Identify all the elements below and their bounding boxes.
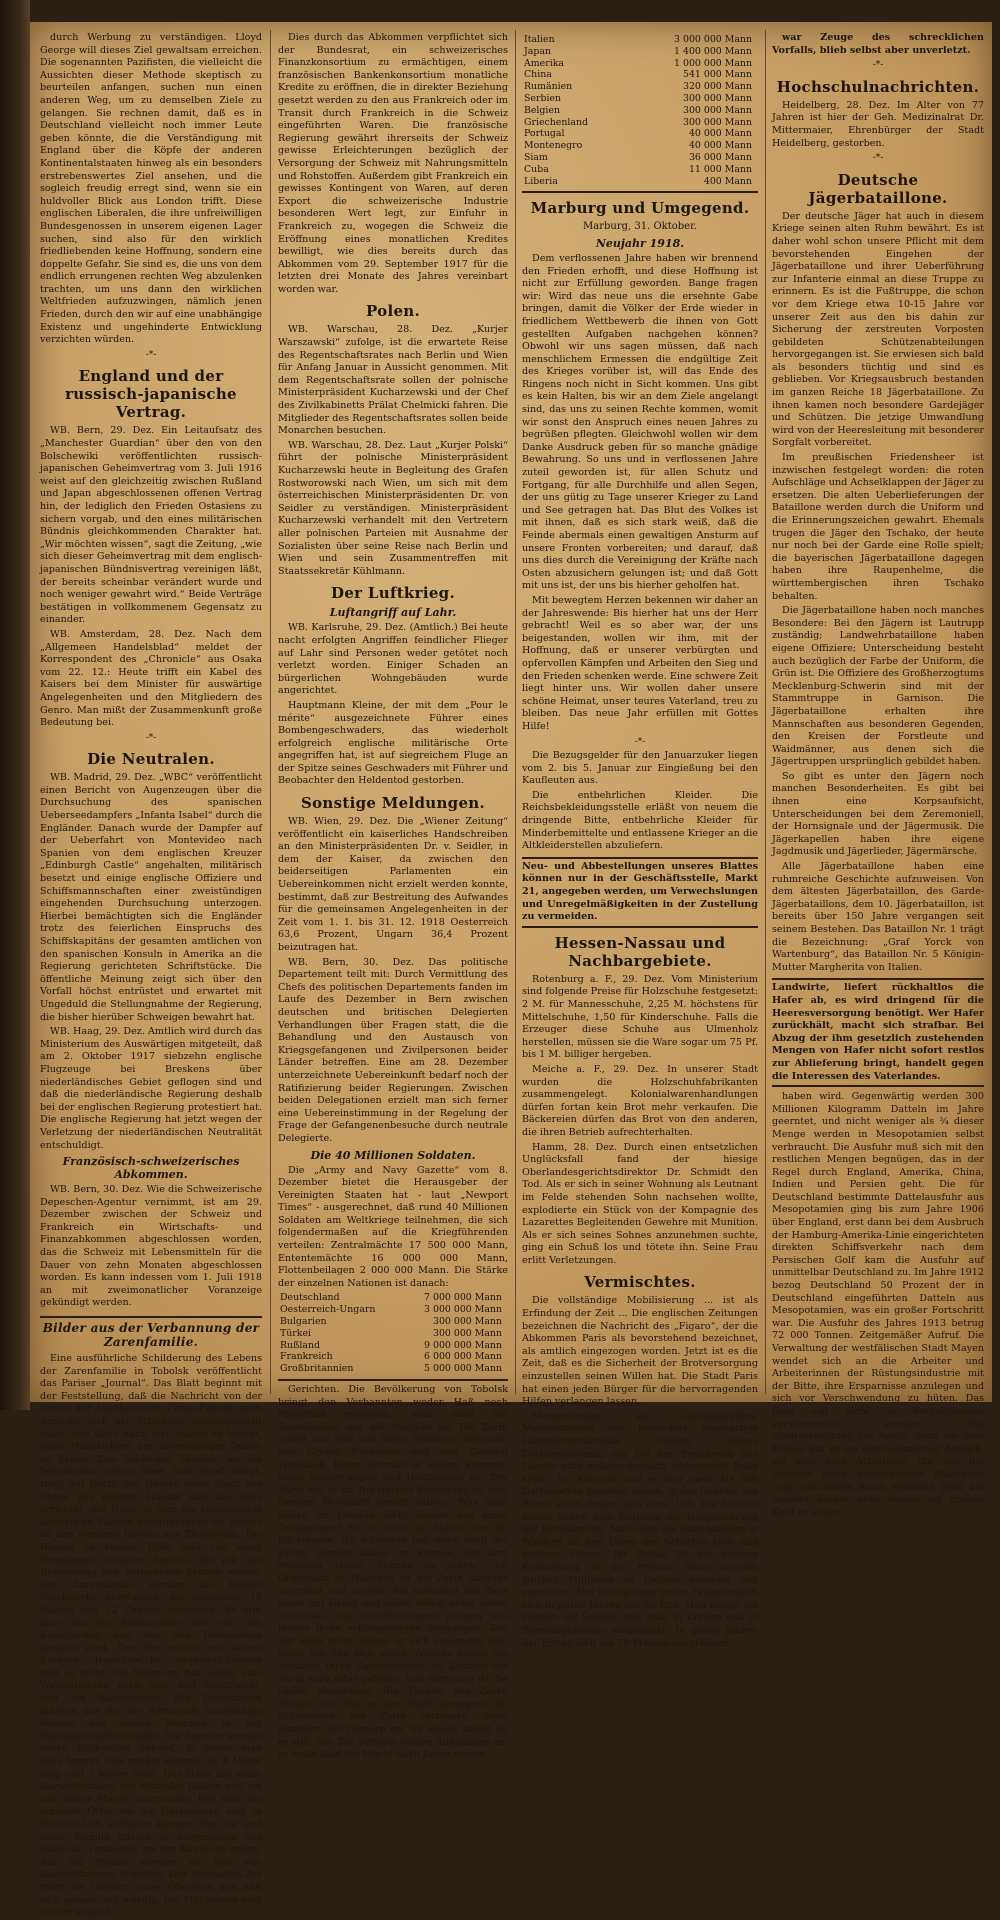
article-paragraph: Gerichten. Die Bevölkerung von Tobolsk bringt den Verbannten weder Haß noch Mitgefühl entgegen, man sieht die Zarenfamilie nur mit Neugier an. Die Zarin erhält nur fünf von ihren früheren Getreuen, den Grafen Frederiks und den General Woyeikoff. Ihnen vertraut er seinen Kummer, seine Erinnerungen und Hoffnungen an. Der Zarin soll er im Ton tiefster Entsagung zu dem General Woyeikoff gesagt haben: „Was mein Leben im Grunde nicht immer das eines Gefangenen? Es ist nicht die Macht, um die ich trauere. Ich wünschte nur, mich noch der Krone geträgt haben zu können, um dort zwischen vielen Blumen zu leben.“ Im Gegensatz zu Nikolaus ist die Zarin überaus vergrämt und nervös. Sie verbringt die Tage meist mit Gebet und leidet heftig unter ihrem Schicksal. Die Großfürstinnen pflegen wie immer ihren schöngeistigen Neigungen. Der Zar weiß nicht, wohin er sich zuwenden soll, wenn der Tag sich endet. Abends halten die Soldaten ihren Zapfenstreich. Im Zimmer der Zarin wird Bibel gelesen. Ihre Vertraute ist die Gräfin Narischkin. Die Töchter des Zaren dürfen sich frei in der Stadt bewegen; die Schwestern der Zarin vertrauen ihren Kummer den Dienern an. Im Hause selbst ist es still. Der Zar vertraut seinen Adjutanten an, er wolle bald die Flucht nach Japan wagen. xyxy=(278,1384,508,1761)
article-paragraph: Meiche a. F., 29. Dez. In unserer Stadt wurden die Holzschuhfabrikanten zusammengelegt. Kolonialwarenhandlungen dürfen fortan kein Brot mehr verkaufen. Die Bäckereien dürfen das Brot von den anderen, die ihren Betrieb aufrechterhalten. xyxy=(522,1063,758,1138)
section-divider xyxy=(522,191,758,193)
separator-star: -*- xyxy=(145,732,157,743)
table-cell: Belgien xyxy=(524,104,561,116)
article-paragraph: Die „Army and Navy Gazette“ vom 8. Dezember bietet die Herausgeber der Vereinigten Staaten hat - laut „Newport Times“ - ausgerechnet, daß rund 40 Millionen Soldaten am Weltkriege teilnehmen, die sich folgendermaßen auf die Kriegführenden verteilen: Zentralmächte 17 500 000 Mann, Ententemächte 16 000 000 Mann, Flottenbeilagen 2 000 000 Mann. Die Stärke der einzelnen Nationen ist danach: xyxy=(278,1164,508,1289)
table-cell: 541 000 Mann xyxy=(682,69,752,81)
table-cell: 1 400 000 Mann xyxy=(674,45,752,57)
table-row xyxy=(278,1363,508,1375)
heading-meldungen: Sonstige Meldungen. xyxy=(300,794,486,813)
intro-text: Dies durch das Abkommen verpflichtet sich der Bundesrat, ein schweizerisches Finanzkonsortium zu ermächtigen, einem französischen Bankenkonsortium monatliche Kredite zu eröffnen, die in direkter Beziehung gesetzt werden zu den aus Frankreich oder im Transit durch Frankreich in die Schweiz eingeführten Waren. Die französische Regierung gewährt ihrerseits der Schweiz gewisse Erleichterungen bezüglich der Versorgung der Schweiz mit Nahrungsmitteln und Rohstoffen. Außerdem gibt Frankreich ein gewisses Kontingent von Waren, auf deren Export die schweizerische Industrie besonderen Wert legt, zur Einfuhr in Frankreich zu, wogegen die Schweiz die Eröffnung eines monatlichen Kredites bewilligt, wie dies bereits durch das Abkommen vom 29. September 1917 für die letzten drei Monate des Jahres vereinbart worden war. xyxy=(278,32,508,295)
table-cell: Cuba xyxy=(524,163,549,175)
table-cell: 40 000 Mann xyxy=(688,140,752,152)
article-paragraph: Mesopotamien als Dattelparadies. Mesopotamien hat besonders eigenartige Handelsverhältnisse infolge seines Dattelreichtums, der bei der Ernährung des Landes eine außerordentlich bedeutende Rolle spielt. Im Altertum soll es hier mehr als 300 Dattelsorten gegeben haben, in der Gegend von Basra allein finden sich etwa 150. Die Datteln bilden neben dem Getreide die Hauptnahrung der Bevölkerung. Man sieht die Dattelpalmen in Wäldern an den Ufern des Schatt-el-Arab und anderer Flüsse. Ihr Anbau ist ein eigener Kunstzweig, in der Provinz Basra werden jährlich Millionen an Datteln geerntet und exportiert. Der Ertrag einer jeden Palme beläuft sich in guten Jahren auf 50 Kilo. Man bringt die Datteln auf Schiffe, und zwar in Körben und in Bambusgeflechte eingepackt. In guten Jahren der Ertrag sich um 50 Prozent vergrößern. xyxy=(522,1410,758,1649)
table-cell: 400 Mann xyxy=(703,175,752,187)
column-rule xyxy=(765,30,766,1394)
article-paragraph: Der deutsche Jäger hat auch in diesem Kriege seinen alten Ruhm bewährt. Es ist daher wohl schon unsere Pflicht mit dem bevorstehenden Eingehen der Jägerbataillone und ihrer Ueberführung zur Infanterie einmal an diese Truppe zu erinnern. Es ist die Fußtruppe, die schon vor dem Kriege etwa 10-15 Jahre vor unserer Zeit aus den bis dahin zur Sicherung der zerstreuten Vorposten gebildeten Schützenabteilungen hervorgegangen ist. Sie erwiesen sich bald als besonders tüchtig und sind es geblieben. Vor Kriegsausbruch bestanden im ganzen Reiche 18 Jägerbataillone. Zu ihnen kamen noch besondere Gardejäger und Schützen. Die jetzige Umwandlung wird von der Heeresleitung mit besonderer Sorgfalt vorbereitet. xyxy=(772,210,984,449)
book-binding xyxy=(0,0,30,1410)
table-cell: 3 000 000 Mann xyxy=(424,1304,502,1316)
table-cell: 300 000 Mann xyxy=(682,116,752,128)
article-paragraph: WB. Bern, 29. Dez. Ein Leitaufsatz des „Manchester Guardian“ über den von den Bolschewiki veröffentlichten russisch-japanischen Geheimvertrag vom 3. Juli 1916 weist auf den gleichzeitig zwischen Rußland und Japan abgeschlossenen offenen Vertrag hin, der lediglich den Frieden Ostasiens zu sichern vorgab, und den eines militärischen Bündnis gleichkommenden Charakter hat. „Wir möchten wissen“, sagt die Zeitung, „wie sich dieser Geheimvertrag mit dem englisch-japanischen Bündnisvertrag vereinigen läßt, der bereits scheinbar verändert wurde und noch weniger gewahrt wird.“ Beide Verträge bestätigen in vollkommenem Gegensatz zu einander. xyxy=(40,425,262,626)
heading-england: England und der russisch-japanische Vertrag. xyxy=(65,367,237,422)
table-row xyxy=(522,152,758,164)
article-paragraph: Mit bewegtem Herzen bekennen wir daher an der Jahreswende: Bis hierher hat uns der Herr gebracht! Weil es so aber war, der uns beigestanden, wollen wir ihm, mit der Hoffnung, daß er unserer verbürgten und opfervollen Kämpfen und Arbeiten den Sieg und den Frieden schenken werde. Eine schwere Zeit liegt hinter uns. Wir wollen daher unsere schöne Heimat, unser teures Vaterland, treu zu bleiben. Das neue Jahr erfüllen mit Gottes Hilfe! xyxy=(522,594,758,732)
table-row xyxy=(522,176,758,188)
article-paragraph: WB. Haag, 29. Dez. Amtlich wird durch das Ministerium des Auswärtigen mitgeteilt, daß am 2. Oktober 1917 siebzehn englische Flugzeuge bei Breskens über niederländisches Gebiet geflogen sind und daß die niederländische Regierung deshalb bei der englischen Regierung protestiert hat. Die englische Regierung hat jetzt wegen der Verletzung der niederländischen Neutralität entschuldigt. xyxy=(40,1026,262,1151)
table-row xyxy=(278,1292,508,1304)
table-row xyxy=(522,81,758,93)
section-divider xyxy=(278,1379,508,1381)
article-paragraph: Heidelberg, 28. Dez. Im Alter von 77 Jahren ist hier der Geh. Medizinalrat Dr. Mittermaier, Ehrenbürger der Stadt Heidelberg, gestorben. xyxy=(772,99,984,149)
table-cell: 9 000 000 Mann xyxy=(424,1339,502,1351)
table-row xyxy=(522,46,758,58)
table-cell: Großbritannien xyxy=(280,1363,354,1375)
article-paragraph: WB. Warschau, 28. Dez. Laut „Kurjer Polski“ führt der polnische Ministerpräsident Kucharzewski heute in Begleitung des Grafen Rostworowski nach Wien, um sich mit dem österreichischen Ministerpräsidenten Dr. von Seidler zu verständigen. Ministerpräsident Kucharzewski verhandelt mit den Vertretern aller polnischen Parteien mit Ausnahme der Sozialisten über seine Reise nach Berlin und Wien und sein Zusammentreffen mit Staatssekretär Kühlmann. xyxy=(278,439,508,577)
table-cell: 3 000 000 Mann xyxy=(674,34,752,45)
subheading-swiss: Französisch-schweizerisches Abkommen. xyxy=(62,1155,240,1182)
soldiers-table-continued xyxy=(522,34,758,187)
notice-text: Die Bezugsgelder für den Januarzuker liegen vom 2. bis 5. Januar zur Eingießung bei den Kaufleuten aus. xyxy=(522,750,758,787)
column-rule xyxy=(515,30,516,1394)
column-3 xyxy=(522,32,759,1649)
heading-bilder: Bilder aus der Verbannung der Zarenfamilie. xyxy=(40,1316,262,1349)
table-cell: Serbien xyxy=(524,92,562,104)
article-paragraph: haben wird. Gegenwärtig werden 300 Millionen Kilogramm Datteln im Jahre geerntet, und nicht weniger als ¾ dieser Menge werden in Mesopotamien selbst verbraucht. Die Ausfuhr muß sich mit den restlichen Mengen begnügen, das in der Regel durch England, Amerika, China, Indien und Persien geht. Die für Deutschland bestimmte Dattelausfuhr aus Mesopotamien ging bis zum Jahre 1906 über England, erst dann bei dem Ausbruch der Hamburg-Amerika-Linie eingerichteten direkten Schiffsverkehr nach dem Persischen Golf kam die Ausfuhr auf unmittelbar Deutschland zu. Im Jahre 1912 bezog Deutschland 50 Prozent der in Deutschland eingeführten Datteln aus Mesopotamien, was ein großer Fortschritt war. Die Ausfuhr des Jahres 1913 betrug 72 000 Tonnen. Zeitgemäßer Aufruf. Die Verwaltung der westfälischen Stadt Mayen wendet sich an die Arbeiter und Arbeiterinnen der Rüstungsindustrie mit der Bitte, ihre Ersparnisse anzulegen und sich vor Verschwendung zu hüten. Das Geld soll nicht in Vergnügungen verschwendet werden. Die Stadtverwaltung hat Recht, denn vor dem Kriege war es ein ungewöhnlicher Anblick, als man eine Arbeiterin, die nur die Schürze eines gewöhnlichen Mädchens trug, mit einem Stück seidenen Stoff bei unserer Kinder, ohne vorher auf großen Kauf zu sehen. xyxy=(772,1091,984,1518)
article-paragraph: Hamm, 28. Dez. Durch einen entsetzlichen Unglücksfall fand der hiesige Oberlandesgerichtsdirektor Dr. Schmidt den Tod. Als er sich in seiner Wohnung als Leutnant im Felde stehenden Sohn nachsehen wollte, explodierte ein Stück von der Kompagnie des Lazarettes Begleitenden Gewehre mit Munition. Als er sich seines Sohnes anzunehmen suchte, ging ein Schuß los und tötete ihn. Seine Frau erlitt Verletzungen. xyxy=(522,1141,758,1266)
article-paragraph: Eine ausführliche Schilderung des Lebens der Zarenfamilie in Tobolsk veröffentlicht das Pariser „Journal“. Das Blatt beginnt mit der Feststellung, daß die Nachricht von der Flucht der Allerhöchsten Zaren-Familie nach Amerika sich als Erfindung herausgestellt habe, und fährt dann fort, indem es betont, seine Nachrichten aus zuverlässiger Quelle zu haben: Das Städtchen Tobolsk, wo die Temperatur selten über Null Grad steigt, trägt mit Recht den Namen einer Stadt des Todes. Die meisten Häuser sind aus Holz errichtet, das Haus, in dem die zwölfköpfige kaiserliche Familie untergebracht ist, gehört zu den wenigen Bauten aus Ziegelstein. Die Räume zu ebener Erde sind von einer Kompagnie Soldaten besetzt, die mit der Bewachung der Verbannten betraut wurde. Der Zarenfamilie wurden die beiden Stockwerke überlassen, die insgesamt 14 Räume und 12 Zimmer enthalten. Es gibt aber nur ein Badezimmer, das von den Kaiserlichen und von den Dienstboten benützt wird. Der Zar wohnt mit seinen Kindern. Irgendwelche Bequemlichkeiten gibt es nicht; die Wohnung hat weder eine Wasserleitung noch Gas, und Elektrizität, und ein Badezimmer. Die Dienstboten müssen das für die Wirtschaft notwendige Wasser aus einem Brunnen in der Nachbarschaft schöpfen. Die Zimmer werden durch Kachelöfen geheizt, in denen man Holz brennt. Das größte Zimmer ist 8 Meter lang und 3 Meter breit. Das Haus hat keine Gartenterrasse; ein schmaler Balkon und ein von hoher Mauer umgrenzter Hof sind die einzigen Orte, wo die Gefangenen sich in frischer Luft aufhalten können. Der Zar und seine Familie dürfen in allgemeinen das Haus nur verlassen, um zur Kirche zu gehen. Auf die Straße werden sie von vier Gardeoffizieren begleitet. Der ehemalige Zar trägt die Uniform eines Obersten und hält sich gerade und würdig. Die Mahlzeiten sind höchst einfach. xyxy=(40,1353,262,1919)
column-4 xyxy=(772,32,984,1518)
table-row xyxy=(522,34,758,46)
table-cell: Oesterreich-Ungarn xyxy=(280,1304,376,1316)
column-2 xyxy=(278,32,508,1761)
table-cell: Türkei xyxy=(280,1327,311,1339)
subheading-lahr: Luftangriff auf Lahr. xyxy=(329,606,457,620)
table-cell: Rumänien xyxy=(524,81,573,93)
table-cell: Portugal xyxy=(524,128,565,140)
farmer-notice: Landwirte, liefert rückhaltlos die Hafer ab, es wird dringend für die Heeresversorgung benötigt. Wer Hafer zurückhält, macht sich strafbar. Bei Abzug der ihm gesetzlich zustehenden Mengen von Hafer nicht sofort restlos zur Ablieferung bringt, handelt gegen die Interessen des Vaterlandes. xyxy=(772,978,984,1087)
table-row xyxy=(278,1304,508,1316)
article-paragraph: WB. Bern, 30. Dez. Das politische Departement teilt mit: Durch Vermittlung des Chefs des politischen Departements fanden im Laufe des Dezember in Bern zwischen deutschen und britischen Delegierten Verhandlungen über Fragen statt, die die Behandlung und den Austausch von Kriegsgefangenen und Zivilpersonen beider Länder betreffen. Eine am 28. Dezember unterzeichnete Uebereinkunft bedarf noch der Ratifizierung beider Regierungen. Zwischen beiden Delegationen erzielt man sich ferner eine Uebereinstimmung in der Regelung der Frage der Gefangenenbesuche durch neutrale Delegierte. xyxy=(278,956,508,1144)
intro-text: durch Werbung zu verständigen. Lloyd George will dieses Ziel gewaltsam erreichen. Die sogenannten Pazifisten, die vielleicht die Aussichten dieser Methode skeptisch zu beurteilen anfangen, suchen nun einen anderen Weg, um zu demselben Ziele zu gelangen. Sie rechnen damit, daß es in Deutschland vielleicht noch immer Leute geben könnte, die die Verständigung mit England über die Köpfe der anderen Kontinentalstaaten hinweg als ein besonders erstrebenswertes Ziel ansehen, und die sogleich freudig erregt sind, wenn sie ein huldvoller Blick aus London trifft. Diese englischen Liberalen, die ihre unfreiwilligen Bundesgenossen in unserem eigenen Lager suchen, sind also für den wirklich friedliebenden keine Hoffnung, sondern eine doppelte Gefahr. Sie sind es, die uns von dem endlich errungenen rechten Weg abzulenken trachten, um uns dann den wirklichen Weltfrieden aufzuzwingen, nämlich jenen Frieden, durch den wir auf eine unabhängige Existenz und ungehinderte Entwicklung verzichten würden. xyxy=(40,32,262,346)
article-paragraph: WB. Bern, 30. Dez. Wie die Schweizerische Depeschen-Agentur vernimmt, ist am 29. Dezember zwischen der Schweiz und Frankreich ein Wirtschafts- und Finanzabkommen abgeschlossen worden, das die Schweiz mit Lebensmitteln für die Dauer von zehn Monaten abgeschlossen worden. Es kann indessen vom 1. Juli 1918 an mit zweimonatlicher Voranzeige gekündigt werden. xyxy=(40,1184,262,1309)
heading-jaeger: Deutsche Jägerbataillone. xyxy=(808,170,948,207)
table-cell: Griechenland xyxy=(524,116,589,128)
table-row xyxy=(522,128,758,140)
heading-neutrale: Die Neutralen. xyxy=(87,750,215,769)
table-row xyxy=(278,1328,508,1340)
table-row xyxy=(522,93,758,105)
table-row xyxy=(522,58,758,70)
heading-marburg: Marburg und Umgegend. xyxy=(530,199,750,218)
article-paragraph: Im preußischen Friedensheer ist inzwischen festgelegt worden: die roten Aufschläge und Achselklappen der Jäger zu ersetzen. Die alten Ueberlieferungen der Bataillone werden durch die Uniform und die Erinnerungszeichen gewahrt. Ehemals trugen die Jäger den Tschako, der heute nur noch bei der Garde eine Rolle spielt; die bayerischen Jägerbataillone dagegen haben ihre Raupenhelme, die württembergischen ihren Tschako behalten. xyxy=(772,452,984,602)
heading-hochschul: Hochschulnachrichten. xyxy=(776,77,980,96)
table-cell: Rußland xyxy=(280,1339,320,1351)
table-row xyxy=(278,1351,508,1363)
column-rule xyxy=(270,30,271,1394)
article-paragraph: Dem verflossenen Jahre haben wir brennend den Frieden erhofft, und diese Hoffnung ist nicht zur Erfüllung geworden. Bange fragen wir: Wird das neue uns die ersehnte Gabe bringen, damit die Völker der Erde wieder in friedlichem Wettbewerb die ihnen von Gott gestellten Aufgaben nachgehen können? Obwohl wir uns sagen müssen, daß nach menschlichem Ermessen die endgültige Zeit des Krieges vorüber ist, will das Ende des Ringens noch nicht in Sicht kommen. Uns gibt es kein Halten, bis wir an dem Ziele angelangt sind, das uns zu seinen Rechte kommen, womit wir sonst den Anspruch eines neuen Jahres zu begrüßen pflegten. Gleichwohl wollen wir dem Danke Ausdruck geben für so manche gnädige Bewahrung. So uns und in verflossenen Jahre zuteil geworden ist, für allen Schutz und Fortgang, für alle Durchhilfe und allen Segen, der uns gütig zu Tage unserer Krieger zu Land und See getragen hat. Das Blut des Volkes ist mit ihnen, daß es sich stark weiß, daß die Feinde abermals einen gewaltigen Ansturm auf unsere Fronten vorbereiten; und darauf, daß uns dies durch die Vereinigung der Kräfte nach Osten abzusichern gelungen ist; und daß Gott mit uns ist, der uns bis hierher geholfen hat. xyxy=(522,252,758,592)
table-row xyxy=(522,105,758,117)
subheading-neujahr: Neujahr 1918. xyxy=(595,236,685,250)
table-cell: 300 000 Mann xyxy=(682,92,752,104)
article-paragraph: WB. Warschau, 28. Dez. „Kurjer Warszawski“ zufolge, ist die erwartete Reise des Regentschaftsrates nach Berlin und Wien für Anfang Januar in Aussicht genommen. Mit dem Regentschaftsrate sollen der polnische Ministerpräsident Kucharzewski und der Chef des Zivilkabinetts Prälat Chelmicki fahren. Die Mitglieder des Regentschaftsrates sollen beide Monarchen besuchen. xyxy=(278,324,508,437)
dateline: Marburg, 31. Oktober. xyxy=(583,221,697,233)
table-cell: Liberia xyxy=(524,175,558,187)
article-paragraph: Alle Jägerbataillone haben eine ruhmreiche Geschichte aufzuweisen. Von dem ältesten Jägerbataillon, des Garde-Jägerbataillons, dem 10. Jägerbataillon, ist bereits über 150 Jahre vergangen seit seinem Bestehen. Das Bataillon Nr. 1 trägt die Bezeichnung: „Graf Yorck von Wartenburg“, das Bataillon Nr. 5 Königin-Mutter Margherita von Italien. xyxy=(772,861,984,973)
article-paragraph: Die Jägerbataillone haben noch manches Besondere: Bei den Jägern ist Lautrupp zuständig; Landwehrbataillone haben eigene Offiziere; Unterscheidung besteht auch bezüglich der Farbe der Uniform, die Grün ist. Die Offiziere des Großherzogtums Mecklenburg-Schwerin sind mit der Stammtruppe in Garnison. Die Jägerbataillone erhalten ihre Mannschaften aus besonderen Gegenden, den Kreisen der Forstleute und Waidmänner, aus denen sich die Jägertruppen ursprünglich gebildet haben. xyxy=(772,605,984,768)
table-row xyxy=(522,140,758,152)
table-cell: 36 000 Mann xyxy=(688,151,752,163)
article-paragraph: WB. Wien, 29. Dez. Die „Wiener Zeitung“ veröffentlicht ein kaiserliches Handschreiben an den Ministerpräsidenten Dr. v. Seidler, in dem der Kaiser, da zwischen den beiderseitigen Parlamenten ein Uebereinkommen nicht erzielt werden konnte, bestimmt, daß zur Bestreitung des Aufwandes für die gemeinsamen Angelegenheiten in der Zeit vom 1. 1. bis 31. 12. 1918 Oesterreich 63,6 Prozent, Ungarn 36,4 Prozent beizutragen hat. xyxy=(278,816,508,953)
table-cell: Siam xyxy=(524,151,548,163)
separator-star: -*- xyxy=(634,736,646,747)
article-paragraph: WB. Amsterdam, 28. Dez. Nach dem „Allgemeen Handelsblad“ meldet der Korrespondent des „Chronicle“ aus Osaka vom 22. 12.: Heute trifft ein Kabel des Kaisers bei dem Minister für auswärtige Angelegenheiten und den Mitgliedern des Genro. Man mißt der Zusammenkunft große Bedeutung bei. xyxy=(40,628,262,729)
article-paragraph: Die vollständige Mobilisierung ... ist als Erfindung der Zeit ... Die englischen Zeitungen bezeichnen die Nachricht des „Figaro“, der die Abkommen Paris als bevorstehend bezeichnet, als amtlich eingezogen worden. Jetzt ist es die Zeit, daß es die Sicherheit der Brotversorgung einzustellen seinen Willen hat. Die Stadt Paris hat einen jeden Bürger für die hervorragenden Hilfen verlangen lassen. xyxy=(522,1295,758,1408)
separator-star: -*- xyxy=(145,349,157,360)
table-cell: Bulgarien xyxy=(280,1316,327,1328)
article-paragraph: WB. Madrid, 29. Dez. „WBC“ veröffentlicht einen Bericht von Augenzeugen über die Durchsuchung des spanischen Ueberseedampfers „Infanta Isabel“ durch die Engländer. Danach wurde der Dampfer auf der Ueberfahrt von Montevideo nach Spanien von dem englischen Kreuzer „Edinburgh Castle“ angehalten, militärisch besetzt und einige englische Offiziere und Schiffsmannschaften einer zweistündigen eingehenden Durchsuchung unterzogen. Hierbei bemächtigten sich die Engländer trotz des feierlichen Einspruchs des Schiffskapitäns der gesamten amtlichen von den spanischen Konsuln in Amerika an die Regierung gerichteten Schriftstücke. Die öffentliche Meinung zeigt sich über den Vorfall höchst entrüstet und erwartet mit Ungeduld die Stellungnahme der Regierung, die bisher hierüber Schweigen bewahrt hat. xyxy=(40,772,263,1023)
table-cell: Amerika xyxy=(524,57,564,69)
table-cell: Italien xyxy=(524,34,555,45)
soldiers-table xyxy=(278,1292,508,1375)
heading-luftkrieg: Der Luftkrieg. xyxy=(331,584,455,603)
table-row xyxy=(522,164,758,176)
article-paragraph: Rotenburg a. F., 29. Dez. Vom Ministerium sind folgende Preise für Holzschuhe festgesetzt: 2 M. für Mannesschuhe, 2,25 M. höchstens für Mittelschuhe, 1,50 für Kinderschuhe. Falls die Erzeuger diese Schuhe aus Ulmenholz herstellen, müssen sie die Ware sogar um 75 Pf. bis 1 M. billiger hergeben. xyxy=(522,973,758,1061)
table-cell: 300 000 Mann xyxy=(682,104,752,116)
table-cell: China xyxy=(524,69,552,81)
table-cell: Montenegro xyxy=(524,140,583,152)
table-cell: 300 000 Mann xyxy=(432,1316,502,1328)
table-row xyxy=(522,69,758,81)
heading-vermischtes: Vermischtes. xyxy=(584,1273,696,1292)
separator-star: -*- xyxy=(872,60,884,71)
table-cell: 300 000 Mann xyxy=(432,1327,502,1339)
table-cell: Japan xyxy=(524,45,551,57)
notice-text: Die entbehrlichen Kleider. Die Reichsbekleidungsstelle erläßt von neuem die dringende Bitte, entbehrliche Kleider für Minderbemittelte und entlassene Krieger an die Altkleiderstellen abzuliefern. xyxy=(522,789,758,852)
subheading-soldaten: Die 40 Millionen Soldaten. xyxy=(310,1148,476,1162)
column-1 xyxy=(40,32,263,1919)
table-row xyxy=(522,117,758,129)
separator-star: -*- xyxy=(872,153,884,164)
table-cell: 7 000 000 Mann xyxy=(424,1292,502,1304)
table-cell: 1 000 000 Mann xyxy=(674,57,752,69)
article-paragraph: So gibt es unter den Jägern noch manchen Besonderheiten. Es gibt bei ihnen eine Korpsaufsicht, Unterscheidungen bei dem Zeremoniell, der Hornsignale und der Jägermusik. Die Jägerkapellen haben ihre eigene Jagdmusik und Jägerlieder, Jägermärsche. xyxy=(772,770,984,858)
article-paragraph: WB. Karlsruhe, 29. Dez. (Amtlich.) Bei heute nacht erfolgten Angriffen feindlicher Flieger auf Lahr sind Personen weder getötet noch verletzt worden. Einiger Schaden an bürgerlichen Wohngebäuden wurde angerichtet. xyxy=(278,622,508,697)
article-paragraph: Hauptmann Kleine, der mit dem „Pour le mérite“ ausgezeichnete Führer eines Bombengeschwaders, das wiederholt erfolgreich englische militärische Orte angegriffen hat, ist auf siegreichem Fluge an der Spitze seines Geschwaders mit Führer und Beobachter den Heldentod gestorben. xyxy=(278,699,508,787)
table-cell: Deutschland xyxy=(280,1292,340,1304)
heading-polen: Polen. xyxy=(365,302,421,321)
table-cell: 40 000 Mann xyxy=(688,128,752,140)
table-cell: 320 000 Mann xyxy=(682,81,752,93)
subscription-notice: Neu- und Abbestellungen unseres Blattes können nur in der Geschäftsstelle, Markt 21, angegeben werden, um Verwechslungen und Unregelmäßigkeiten in der Zustellung zu vermeiden. xyxy=(522,857,758,928)
table-row xyxy=(278,1340,508,1352)
intro-text: war Zeuge des schrecklichen Vorfalls, blieb selbst aber unverletzt. xyxy=(772,32,984,56)
newspaper-page xyxy=(30,22,992,1919)
table-cell: 11 000 Mann xyxy=(688,163,752,175)
heading-hessen: Hessen-Nassau und Nachbargebiete. xyxy=(554,933,726,970)
table-row xyxy=(278,1316,508,1328)
table-cell: 6 000 000 Mann xyxy=(424,1351,502,1363)
table-cell: 5 000 000 Mann xyxy=(424,1363,502,1375)
table-cell: Frankreich xyxy=(280,1351,333,1363)
